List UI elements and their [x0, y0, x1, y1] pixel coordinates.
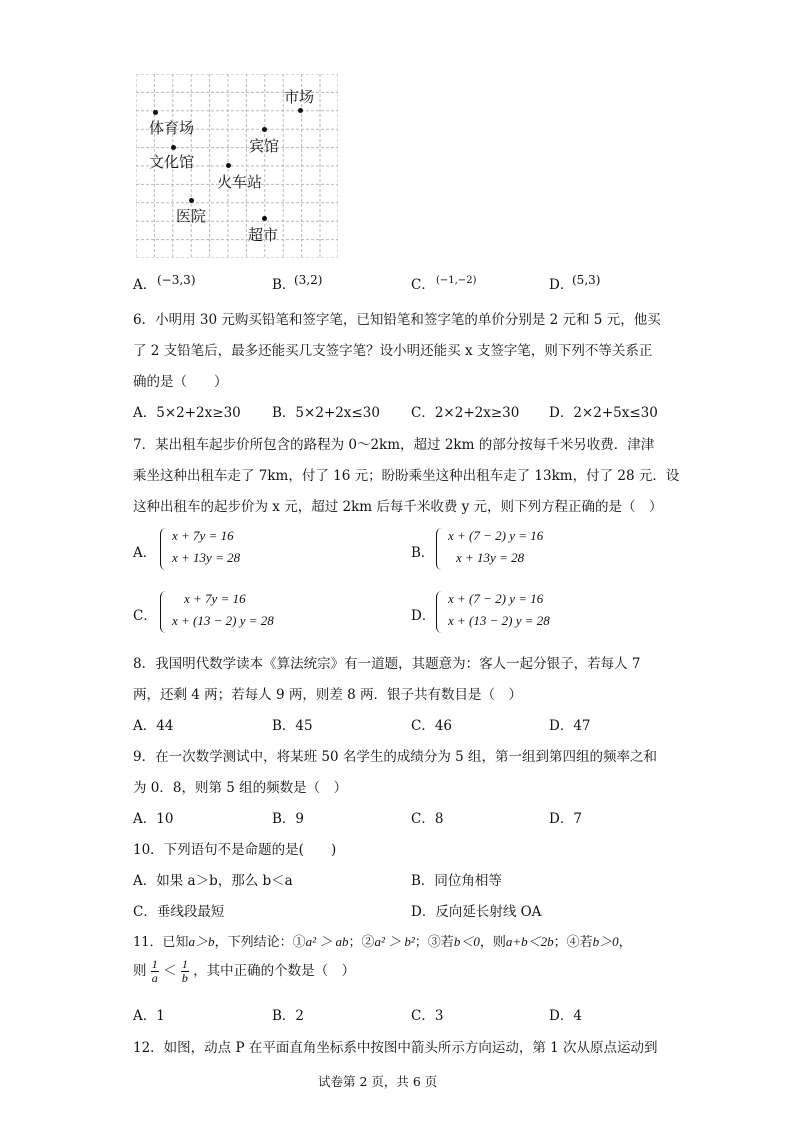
q7-line-1: 7．某出租车起步价所包含的路程为 0～2km，超过 2km 的部分按每千米另收费．津津: [133, 437, 655, 453]
q7-option-d-label: D．: [411, 608, 436, 624]
q10-option-a: A．如果 a＞b，那么 b＜a: [133, 873, 293, 889]
q7-line-2: 乘坐这种出租车走了 7km，付了 16 元；盼盼乘坐这种出租车走了 13km，付了 28 元．设: [133, 468, 680, 484]
q9-line-1: 9．在一次数学测试中，将某班 50 名学生的成绩分为 5 组，第一组到第四组的频率之和: [133, 749, 658, 765]
q11-statement-2: a² ＞ b²: [374, 934, 415, 949]
q8-line-1: 8．我国明代数学读本《算法统宗》有一道题，其题意为：客人一起分银子，若每人 7: [133, 656, 641, 672]
stadium-point: [153, 110, 158, 115]
q7-a-equation-2: x + 13y = 28: [172, 550, 241, 565]
brace-icon: [436, 591, 445, 633]
q11-statement-3-cond: b＜0: [453, 934, 480, 949]
q11-option-a: A．1: [133, 1008, 165, 1024]
q6-option-c: C．2×2+2x≥30: [411, 405, 520, 421]
q7-option-c-system: [160, 591, 310, 633]
q9-option-c: C．8: [411, 811, 444, 827]
q5-option-c-value: (−1,−2): [436, 275, 477, 286]
q7-d-equation-1: x + (7 − 2) y = 16: [448, 591, 544, 606]
q5-option-a-value: (−3,3): [157, 273, 196, 287]
q7-option-a-label: A．: [133, 545, 157, 561]
q11-statement-3-result: a+b＜2b: [505, 934, 554, 949]
q11-option-d: D．4: [549, 1008, 582, 1024]
q10-option-b: B．同位角相等: [411, 873, 502, 889]
q11-condition: a＞b: [188, 934, 215, 949]
q6-option-a: A．5×2+2x≥30: [133, 405, 241, 421]
brace-icon: [160, 528, 169, 570]
market-point: [298, 108, 303, 113]
q11-then: 则: [133, 963, 147, 979]
stadium-label: 体育场: [149, 119, 195, 137]
q11-text-e: ，则: [479, 935, 506, 950]
q11-question: ，其中正确的个数是（ ）: [193, 963, 356, 979]
q5-option-b-value: (3,2): [294, 273, 323, 287]
q7-b-equation-1: x + (7 − 2) y = 16: [448, 528, 544, 543]
q11-text-c: ；②: [348, 935, 375, 950]
q9-option-d: D．7: [549, 811, 582, 827]
hotel-point: [262, 127, 267, 132]
culture-point: [171, 145, 176, 150]
q11-fraction-2: $\frac{1}{b}$: [181, 957, 188, 985]
brace-icon: [436, 528, 445, 570]
q11-option-b: B．2: [272, 1008, 305, 1024]
q12-line-1: 12．如图，动点 P 在平面直角坐标系中按图中箭头所示方向运动，第 1 次从原点运动到: [133, 1040, 658, 1056]
q10-line-1: 10．下列语句不是命题的是( ): [133, 842, 337, 858]
q7-option-b-label: B．: [411, 545, 435, 561]
q5-option-a-label: A．: [133, 277, 157, 293]
q7-a-equation-1: x + 7y = 16: [172, 528, 234, 543]
q7-b-equation-2: x + 13y = 28: [456, 550, 525, 565]
q11-line-2: [133, 958, 355, 985]
q5-option-b-label: B．: [272, 277, 296, 293]
q7-option-c-label: C．: [133, 608, 157, 624]
q10-option-c: C．垂线段最短: [133, 904, 225, 920]
map-figure: [136, 74, 338, 258]
q9-line-2: 为 0．8，则第 5 组的频数是（ ）: [133, 780, 348, 796]
hospital-label: 医院: [176, 207, 207, 225]
q9-option-a: A．10: [133, 811, 174, 827]
q7-option-a-system: [160, 528, 280, 570]
q7-c-equation-2: x + (13 − 2) y = 28: [172, 613, 274, 628]
brace-icon: [160, 591, 169, 633]
q11-intro: 11．已知: [133, 935, 189, 950]
q7-option-b-system: [436, 528, 586, 570]
q6-line-2: 了 2 支铅笔后，最多还能买几支签字笔？设小明还能买 x 支签字笔，则下列不等关系正: [133, 343, 653, 359]
q11-line-1: [133, 931, 632, 950]
q7-c-equation-1: x + 7y = 16: [184, 591, 246, 606]
q7-d-equation-2: x + (13 − 2) y = 28: [448, 613, 550, 628]
q8-option-c: C．46: [411, 718, 453, 734]
q11-text-d: ；③若: [414, 935, 454, 950]
culture-label: 文化馆: [149, 153, 195, 171]
q8-option-b: B．45: [272, 718, 313, 734]
station-point: [226, 163, 231, 168]
q5-option-c-label: C．: [411, 277, 435, 293]
supermarket-point: [262, 216, 267, 221]
q8-line-2: 两，还剩 4 两；若每人 9 两，则差 8 两．银子共有数目是（ ）: [133, 687, 523, 703]
q11-statement-1: a² ＞ ab: [305, 934, 349, 949]
q6-line-1: 6．小明用 30 元购买铅笔和签字笔，已知铅笔和签字笔的单价分别是 2 元和 5 元，他买: [133, 312, 661, 328]
market-label: 市场: [284, 88, 315, 106]
q11-option-c: C．3: [411, 1008, 444, 1024]
q11-fraction-1: $\frac{1}{a}$: [151, 957, 158, 985]
supermarket-label: 超市: [248, 226, 279, 244]
q9-option-b: B．9: [272, 811, 305, 827]
q7-option-d-system: [436, 591, 586, 633]
q6-option-b: B．5×2+2x≤30: [272, 405, 380, 421]
page-footer: 试卷第 2 页，共 6 页: [318, 1074, 438, 1089]
q5-option-d-label: D．: [549, 277, 574, 293]
q11-text-f: ；④若: [553, 935, 593, 950]
q6-option-d: D．2×2+5x≤30: [549, 405, 658, 421]
q5-option-d-value: (5,3): [572, 273, 601, 287]
q11-text-g: ，: [618, 935, 632, 950]
hotel-label: 宾馆: [249, 137, 280, 155]
q11-text-b: ，下列结论：①: [214, 935, 306, 950]
q10-option-d: D．反向延长射线 OA: [411, 904, 542, 920]
q11-statement-4-cond: b＞0: [592, 934, 619, 949]
q6-line-3: 确的是（ ）: [133, 374, 228, 390]
q8-option-d: D．47: [549, 718, 591, 734]
q11-less-than: ＜: [163, 963, 177, 979]
station-label: 火车站: [217, 173, 263, 191]
q8-option-a: A．44: [133, 718, 174, 734]
q7-line-3: 这种出租车的起步价为 x 元，超过 2km 后每千米收费 y 元，则下列方程正确的是（ ）: [133, 499, 663, 515]
hospital-point: [189, 198, 194, 203]
